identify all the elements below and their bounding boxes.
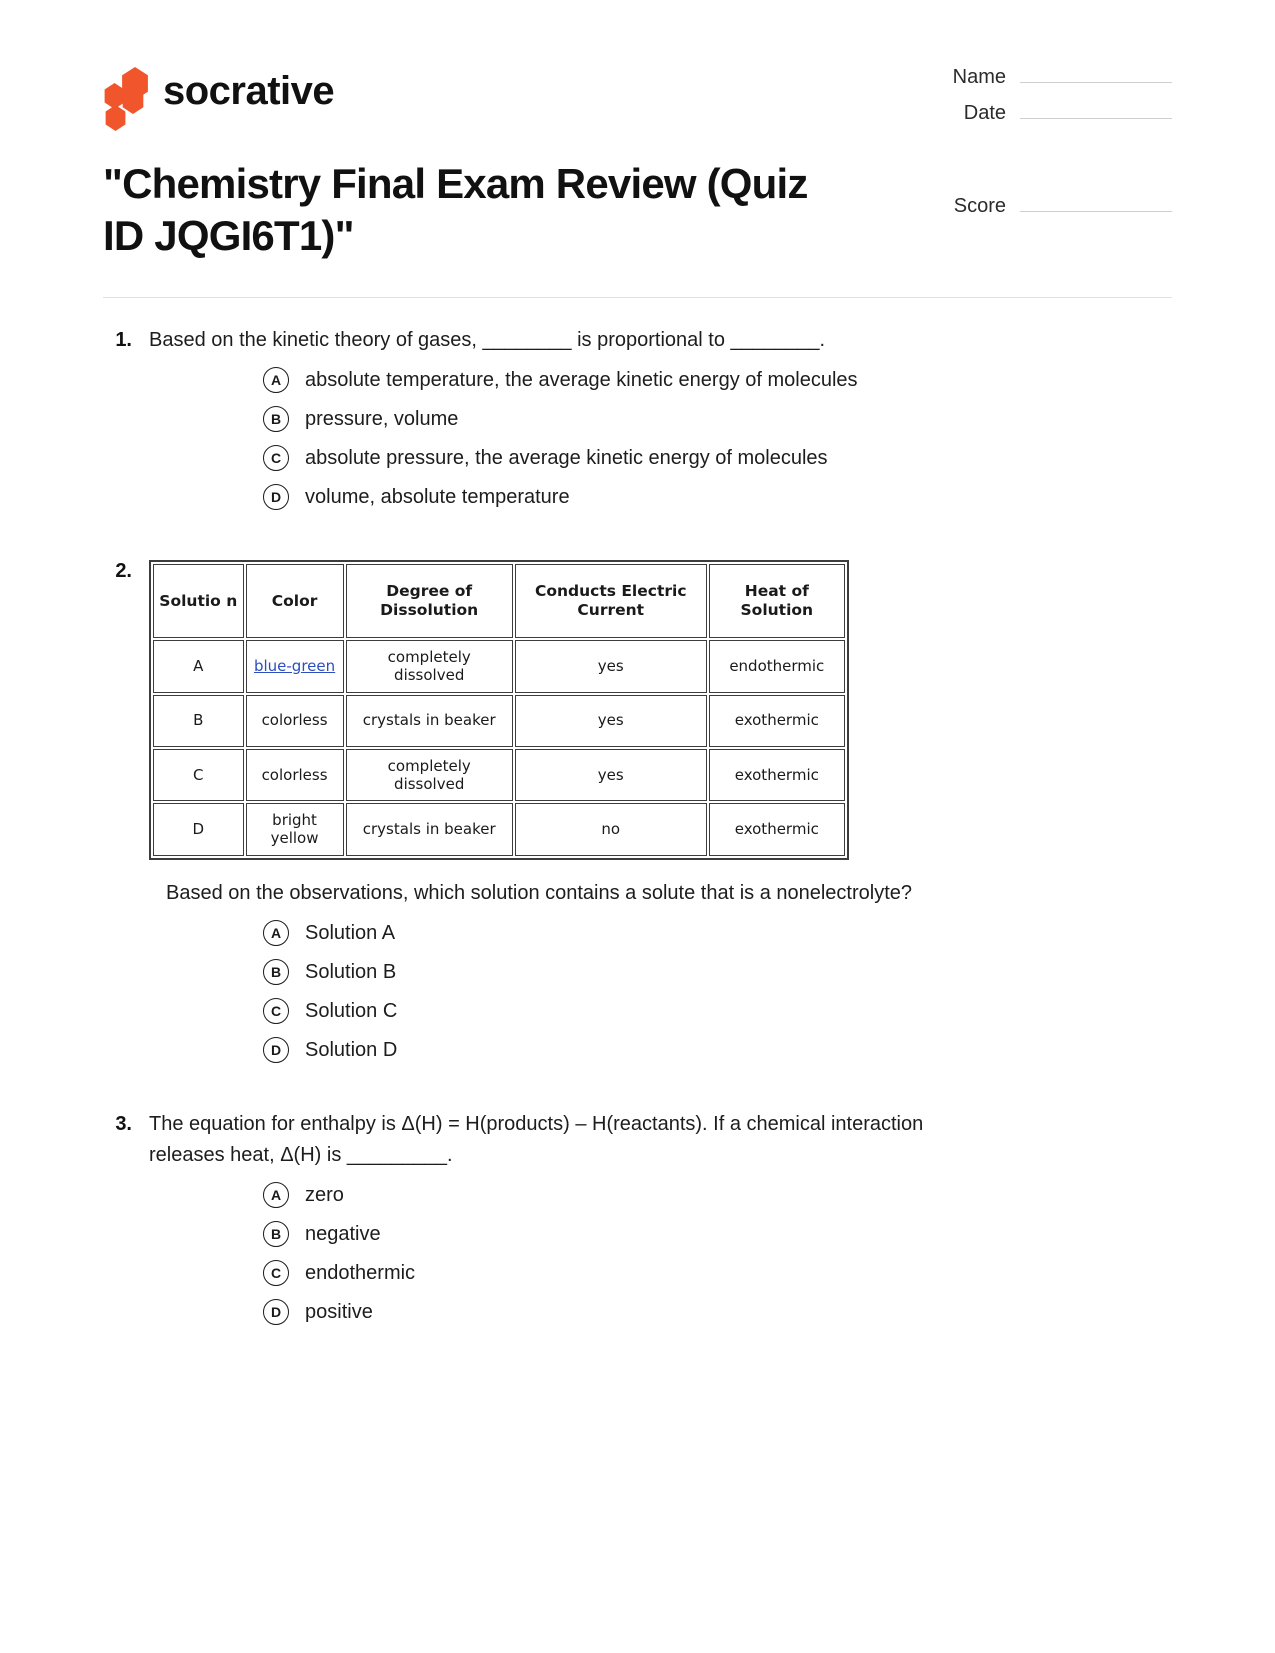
question-spacer-1	[103, 522, 1172, 556]
cell-heat: endothermic	[709, 640, 845, 693]
student-info-fields	[922, 62, 1172, 227]
question-2-option-a[interactable]	[103, 919, 1172, 947]
col-header-heat-of-solution: Heat of Solution	[709, 564, 845, 638]
header-divider	[103, 297, 1172, 298]
question-2	[103, 556, 1172, 1064]
cell-solution: A	[153, 640, 244, 693]
observations-table	[149, 560, 849, 860]
question-3-option-a[interactable]	[103, 1181, 1172, 1209]
page-title: "Chemistry Final Exam Review (Quiz ID JQGI6T1)"	[103, 160, 808, 260]
question-1	[103, 325, 1172, 511]
question-1-option-d[interactable]	[103, 483, 1172, 511]
option-label-b: pressure, volume	[305, 408, 459, 430]
table-row	[153, 749, 845, 802]
question-2-options	[103, 919, 1172, 1064]
cell-conducts: yes	[515, 695, 707, 747]
col-header-solution: Solutio n	[153, 564, 244, 638]
cell-color: colorless	[246, 695, 344, 747]
table-row	[153, 640, 845, 693]
col-header-degree-of-dissolution: Degree of Dissolution	[346, 564, 513, 638]
col-header-conducts-electric-current: Conducts Electric Current	[515, 564, 707, 638]
name-field-line[interactable]	[1020, 62, 1172, 83]
option-label-c: endothermic	[305, 1261, 416, 1284]
option-bubble-b[interactable]: B	[263, 959, 289, 985]
option-label-d: volume, absolute temperature	[305, 486, 570, 508]
option-label-a: zero	[305, 1183, 344, 1206]
question-1-options	[103, 366, 1172, 511]
option-bubble-a[interactable]: A	[263, 1182, 289, 1208]
question-3-option-b[interactable]	[103, 1220, 1172, 1248]
cell-solution: C	[153, 749, 244, 802]
questions-list	[103, 325, 1172, 1337]
col-header-color: Color	[246, 564, 344, 638]
option-label-d: positive	[305, 1300, 373, 1323]
question-1-option-c[interactable]	[103, 444, 1172, 472]
question-spacer-2	[103, 1075, 1172, 1109]
question-1-option-a[interactable]	[103, 366, 1172, 394]
option-bubble-a[interactable]: A	[263, 920, 289, 946]
cell-heat: exothermic	[709, 749, 845, 802]
cell-color	[246, 640, 344, 693]
option-label-a: absolute temperature, the average kinetic energy of molecules	[305, 369, 858, 391]
observations-table-head	[153, 564, 845, 638]
option-bubble-a[interactable]: A	[263, 367, 289, 393]
question-2-option-c[interactable]	[103, 997, 1172, 1025]
cell-conducts: no	[515, 803, 707, 856]
table-row	[153, 695, 845, 747]
question-1-number: 1.	[115, 329, 132, 351]
cell-solution: B	[153, 695, 244, 747]
question-3-text: The equation for enthalpy is Δ(H) = H(products) – H(reactants). If a chemical interaction releases heat, Δ(H) is _________.	[149, 1112, 924, 1166]
cell-conducts: yes	[515, 640, 707, 693]
cell-degree: crystals in beaker	[346, 695, 513, 747]
option-bubble-d[interactable]: D	[263, 484, 289, 510]
date-field-label: Date	[963, 102, 1006, 124]
option-bubble-d[interactable]: D	[263, 1037, 289, 1063]
cell-color: bright yellow	[246, 803, 344, 856]
cell-degree: completely dissolved	[346, 640, 513, 693]
question-3-option-c[interactable]	[103, 1259, 1172, 1287]
option-bubble-c[interactable]: C	[263, 445, 289, 471]
table-header-row	[153, 564, 845, 638]
option-label-a: Solution A	[305, 921, 396, 944]
question-2-option-d[interactable]	[103, 1036, 1172, 1064]
table-row	[153, 803, 845, 856]
option-label-c: absolute pressure, the average kinetic energy of molecules	[305, 447, 828, 469]
brand-wordmark: socrative	[163, 69, 335, 113]
option-bubble-b[interactable]: B	[263, 1221, 289, 1247]
cell-degree: completely dissolved	[346, 749, 513, 802]
question-2-stem: Based on the observations, which solution contains a solute that is a nonelectrolyte?	[166, 881, 913, 904]
option-bubble-c[interactable]: C	[263, 998, 289, 1024]
option-label-b: Solution B	[305, 960, 397, 983]
question-3-options	[103, 1181, 1172, 1326]
socrative-logo	[103, 67, 334, 115]
score-field-label: Score	[953, 195, 1006, 217]
cell-conducts: yes	[515, 749, 707, 802]
score-field-line[interactable]	[1020, 191, 1172, 212]
cell-heat: exothermic	[709, 803, 845, 856]
name-field-label: Name	[952, 66, 1006, 88]
score-field-row	[922, 191, 1172, 218]
option-label-d: Solution D	[305, 1038, 398, 1061]
name-field-row	[922, 62, 1172, 89]
question-1-option-b[interactable]	[103, 405, 1172, 433]
cell-degree: crystals in beaker	[346, 803, 513, 856]
question-3	[103, 1109, 1172, 1326]
date-field-line[interactable]	[1020, 98, 1172, 119]
question-3-option-d[interactable]	[103, 1298, 1172, 1326]
question-2-option-b[interactable]	[103, 958, 1172, 986]
option-bubble-c[interactable]: C	[263, 1260, 289, 1286]
question-3-head	[103, 1109, 1172, 1171]
hexagon-logo-icon	[103, 67, 149, 115]
question-3-number: 3.	[115, 1112, 132, 1135]
hexagon-shape-bottom-left	[104, 105, 127, 131]
observations-table-body	[153, 640, 845, 856]
cell-color: colorless	[246, 749, 344, 802]
option-bubble-d[interactable]: D	[263, 1299, 289, 1325]
cell-heat: exothermic	[709, 695, 845, 747]
question-1-text: Based on the kinetic theory of gases, ________ is proportional to ________.	[149, 329, 826, 351]
question-1-head	[103, 325, 1172, 356]
cell-color-text: blue-green	[253, 657, 336, 676]
option-label-c: Solution C	[305, 999, 398, 1022]
option-label-b: negative	[305, 1222, 381, 1245]
question-2-head	[103, 556, 1172, 874]
date-field-row	[922, 98, 1172, 125]
option-bubble-b[interactable]: B	[263, 406, 289, 432]
question-2-number: 2.	[115, 560, 132, 582]
cell-solution: D	[153, 803, 244, 856]
observations-table-wrap	[149, 560, 849, 860]
